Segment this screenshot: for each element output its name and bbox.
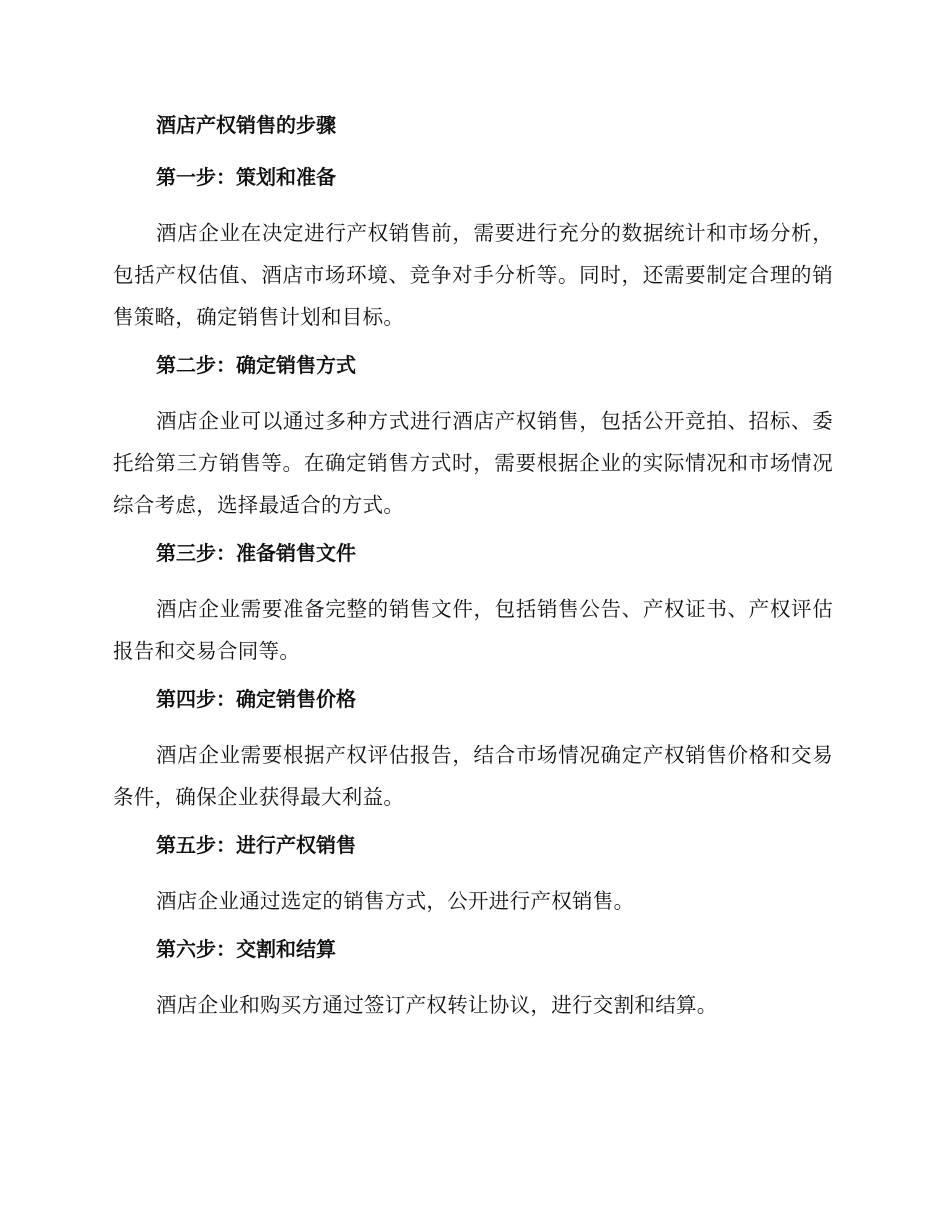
step-section-6	[113, 934, 833, 1026]
step-heading: 第四步：确定销售价格	[156, 687, 356, 711]
step-section-1	[113, 162, 833, 338]
step-section-2	[113, 350, 833, 526]
step-paragraph: 酒店企业在决定进行产权销售前，需要进行充分的数据统计和市场分析，包括产权估值、酒店市场环境、竞争对手分析等。同时，还需要制定合理的销售策略，确定销售计划和目标。	[113, 221, 833, 329]
step-paragraph: 酒店企业通过选定的销售方式，公开进行产权销售。	[156, 889, 635, 913]
step-paragraph: 酒店企业和购买方通过签订产权转让协议，进行交割和结算。	[156, 993, 718, 1017]
document-content	[113, 110, 833, 1038]
step-heading: 第二步：确定销售方式	[156, 353, 356, 377]
step-paragraph: 酒店企业需要准备完整的销售文件，包括销售公告、产权证书、产权评估报告和交易合同等。	[113, 597, 833, 663]
step-heading: 第六步：交割和结算	[156, 937, 336, 961]
step-paragraph: 酒店企业可以通过多种方式进行酒店产权销售，包括公开竞拍、招标、委托给第三方销售等。在确定销售方式时，需要根据企业的实际情况和市场情况综合考虑，选择最适合的方式。	[113, 409, 833, 517]
step-section-4	[113, 684, 833, 818]
step-heading: 第一步：策划和准备	[156, 165, 336, 189]
document-title: 酒店产权销售的步骤	[156, 113, 336, 137]
step-section-5	[113, 830, 833, 922]
step-section-3	[113, 538, 833, 672]
step-heading: 第三步：准备销售文件	[156, 541, 356, 565]
step-heading: 第五步：进行产权销售	[156, 833, 356, 857]
step-paragraph: 酒店企业需要根据产权评估报告，结合市场情况确定产权销售价格和交易条件，确保企业获得最大利益。	[113, 743, 833, 809]
